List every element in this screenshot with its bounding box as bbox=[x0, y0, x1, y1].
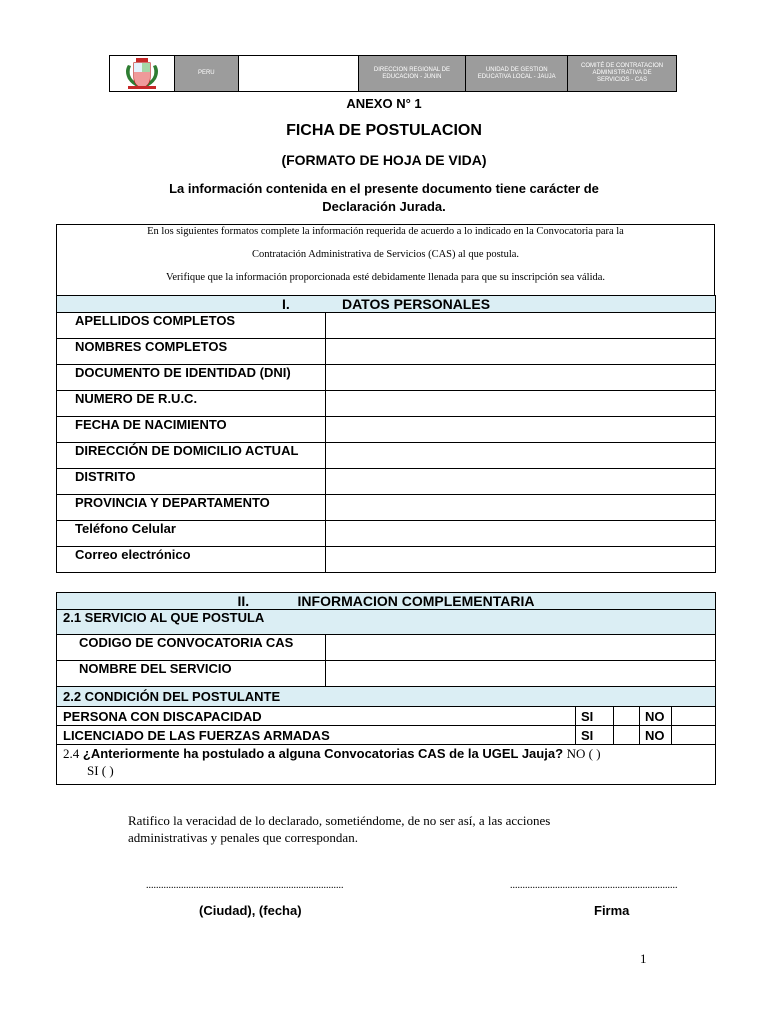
header-cell-dre: DIRECCION REGIONAL DE EDUCACION - JUNIN bbox=[359, 56, 467, 91]
dni-input[interactable] bbox=[326, 365, 716, 391]
birthdate-input[interactable] bbox=[326, 417, 716, 443]
ratification-text bbox=[128, 812, 628, 846]
field-label: NOMBRES COMPLETOS bbox=[57, 339, 326, 365]
convocatoria-code-input[interactable] bbox=[326, 635, 716, 661]
section-1-number: I. bbox=[281, 296, 290, 312]
field-label: PROVINCIA Y DEPARTAMENTO bbox=[57, 495, 326, 521]
field-label: DISTRITO bbox=[57, 469, 326, 495]
section-2-number: II. bbox=[237, 593, 250, 609]
option-no-label: NO bbox=[640, 726, 672, 745]
place-date-line[interactable]: ............................................................................... bbox=[146, 880, 344, 891]
condition-label: PERSONA CON DISCAPACIDAD bbox=[57, 707, 576, 726]
header-strip bbox=[109, 55, 677, 92]
instructions-line-2: Contratación Administrativa de Servicios (CAS) al que postula. bbox=[251, 249, 520, 260]
disability-no-checkbox[interactable] bbox=[672, 707, 716, 726]
field-label: DOCUMENTO DE IDENTIDAD (DNI) bbox=[57, 365, 326, 391]
form-title: FICHA DE POSTULACION bbox=[286, 122, 482, 139]
field-label: FECHA DE NACIMIENTO bbox=[57, 417, 326, 443]
field-label: Correo electrónico bbox=[57, 547, 326, 573]
province-input[interactable] bbox=[326, 495, 716, 521]
declaration-note bbox=[0, 180, 768, 216]
header-cell-blank bbox=[239, 56, 359, 91]
form-subtitle: (FORMATO DE HOJA DE VIDA) bbox=[281, 152, 487, 168]
header-cell-ugel: UNIDAD DE GESTION EDUCATIVA LOCAL - JAUJA bbox=[466, 56, 568, 91]
header-cell-comite: COMITÉ DE CONTRATACION ADMINISTRATIVA DE SERVICIOS - CAS bbox=[568, 56, 676, 91]
declaration-line-2: Declaración Jurada. bbox=[322, 199, 446, 214]
nombres-input[interactable] bbox=[326, 339, 716, 365]
district-input[interactable] bbox=[326, 469, 716, 495]
service-name-input[interactable] bbox=[326, 661, 716, 687]
signature-line[interactable]: ................................................................... bbox=[510, 880, 678, 891]
field-label: NOMBRE DEL SERVICIO bbox=[57, 661, 326, 687]
military-si-checkbox[interactable] bbox=[614, 726, 640, 745]
signature-label: Firma bbox=[594, 903, 630, 918]
place-date-label: (Ciudad), (fecha) bbox=[199, 903, 302, 918]
field-label: DIRECCIÓN DE DOMICILIO ACTUAL bbox=[57, 443, 326, 469]
question-2-4-text: ¿Anteriormente ha postulado a alguna Convocatorias CAS de la UGEL Jauja? bbox=[82, 746, 564, 761]
instructions-line-3: Verifique que la información proporcionada esté debidamente llenada para que su inscripción sea válida. bbox=[165, 272, 606, 283]
annex-title: ANEXO N° 1 bbox=[346, 96, 422, 111]
field-label: Teléfono Celular bbox=[57, 521, 326, 547]
option-no-label: NO bbox=[640, 707, 672, 726]
subsection-2-1-header: 2.1 SERVICIO AL QUE POSTULA bbox=[57, 610, 716, 635]
subsection-2-2-header: 2.2 CONDICIÓN DEL POSTULANTE bbox=[57, 687, 716, 707]
ruc-input[interactable] bbox=[326, 391, 716, 417]
complementary-info-table bbox=[56, 592, 716, 785]
field-label: CODIGO DE CONVOCATORIA CAS bbox=[57, 635, 326, 661]
apellidos-input[interactable] bbox=[326, 313, 716, 339]
declaration-line-1: La información contenida en el presente documento tiene carácter de bbox=[169, 181, 599, 196]
section-1-header bbox=[57, 296, 716, 313]
disability-si-checkbox[interactable] bbox=[614, 707, 640, 726]
section-2-title: INFORMACION COMPLEMENTARIA bbox=[297, 593, 535, 609]
military-no-checkbox[interactable] bbox=[672, 726, 716, 745]
phone-input[interactable] bbox=[326, 521, 716, 547]
ratification-line-1: Ratifico la veracidad de lo declarado, sometiéndome, de no ser así, a las acciones bbox=[128, 813, 551, 828]
section-1-title: DATOS PERSONALES bbox=[341, 296, 491, 312]
personal-data-table bbox=[56, 295, 716, 573]
coat-of-arms-icon bbox=[110, 56, 175, 91]
option-si-label: SI bbox=[576, 707, 614, 726]
header-cell-country: PERU bbox=[175, 56, 239, 91]
question-2-4-si-option[interactable]: SI ( ) bbox=[87, 763, 114, 778]
page-number: 1 bbox=[640, 951, 647, 966]
field-label: APELLIDOS COMPLETOS bbox=[57, 313, 326, 339]
question-2-4-no-option[interactable]: NO ( ) bbox=[566, 746, 601, 761]
condition-label: LICENCIADO DE LAS FUERZAS ARMADAS bbox=[57, 726, 576, 745]
instructions-box bbox=[56, 224, 715, 296]
ratification-line-2: administrativas y penales que correspondan. bbox=[128, 830, 358, 845]
section-2-header bbox=[57, 593, 716, 610]
field-label: NUMERO DE R.U.C. bbox=[57, 391, 326, 417]
address-input[interactable] bbox=[326, 443, 716, 469]
instructions-line-1: En los siguientes formatos complete la información requerida de acuerdo a lo indicado en la Convocatoria para la bbox=[147, 226, 624, 237]
email-input[interactable] bbox=[326, 547, 716, 573]
option-si-label: SI bbox=[576, 726, 614, 745]
question-2-4-number: 2.4 bbox=[63, 746, 80, 761]
question-2-4 bbox=[57, 745, 716, 785]
